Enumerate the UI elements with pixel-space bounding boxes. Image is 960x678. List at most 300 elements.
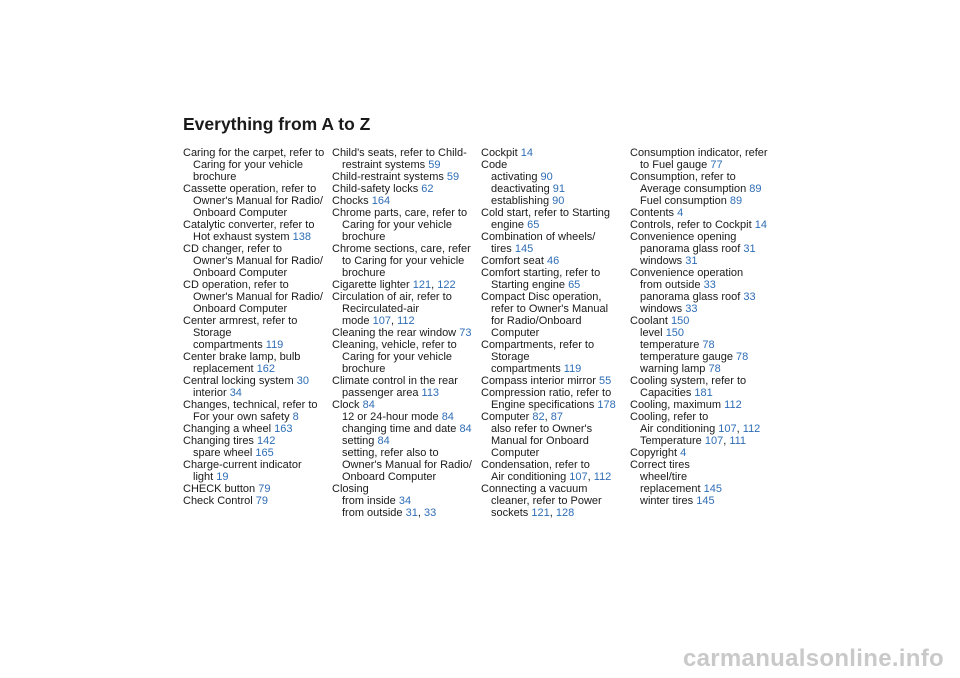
index-entry [183,279,331,291]
index-entry-text: Charge-current indicator [183,459,302,471]
index-column-3 [481,147,629,519]
index-entry [481,483,629,495]
index-entry [183,243,331,255]
index-entry-text: from outside [342,507,403,519]
page-ref-link[interactable]: 150 [670,315,690,327]
index-entry [481,291,629,303]
index-entry [183,291,331,303]
index-entry: Cigarette lighter 121, 122 [332,279,456,291]
index-entry-text: Changes, technical, refer to [183,399,318,411]
index-entry [332,183,480,195]
index-entry [630,387,778,399]
index-entry-text: to Caring for your vehicle [342,255,465,267]
index-entry-text: Owner's Manual for Radio/ [193,195,323,207]
index-entry-text: Convenience opening [630,231,737,243]
index-entry-text: from outside [640,279,701,291]
index-entry-text: windows [640,303,683,315]
index-entry [630,279,778,291]
index-entry-text: Computer [491,327,540,339]
index-entry-text: restraint systems [342,159,426,171]
page-ref-link[interactable]: 84 [362,399,375,411]
index-entry-text: Starting engine [491,279,565,291]
index-entry-text: Child's seats, refer to Child- [332,147,467,159]
page-ref-link[interactable]: 91 [552,183,566,195]
index-entry [481,423,629,435]
index-entry [183,219,331,231]
index-entry [332,399,480,411]
page-ref-link[interactable]: 142 [257,435,276,447]
page-ref-link[interactable]: 33 [685,303,698,315]
index-entry [332,255,480,267]
index-entry-text: Caring for your vehicle [193,159,304,171]
index-entry-text: temperature gauge [640,351,733,363]
index-entry-text: Compression ratio, refer to [481,387,612,399]
index-entry [332,423,480,435]
index-entry-text: Correct tires [630,459,690,471]
index-entry [332,219,480,231]
index-entry [183,255,331,267]
index-entry [481,339,629,351]
page-ref-link[interactable]: 31 [685,255,698,267]
page-ref-link[interactable]: 62 [421,183,434,195]
index-entry [630,411,778,423]
index-entry-text: Onboard Computer [342,471,437,483]
index-entry-text: level [640,327,663,339]
index-entry-text: Compartments, refer to [481,339,595,351]
index-entry-text: deactivating [491,183,550,195]
page-ref-link[interactable]: 112 [593,471,612,483]
page-ref-link[interactable]: 79 [255,495,269,507]
page-ref-link[interactable]: 78 [708,363,721,375]
index-entry [183,267,331,279]
page-ref-link[interactable]: 145 [703,483,722,495]
index-entry-text: Connecting a vacuum [481,483,588,495]
page-ref-link[interactable]: 163 [274,423,293,435]
page-ref-link[interactable]: 79 [258,483,271,495]
index-entry-text: For your own safety [193,411,290,423]
page-ref-link[interactable]: 65 [527,219,540,231]
page-ref-link[interactable]: 164 [371,195,391,207]
page-ref-link[interactable]: 165 [255,447,274,459]
page-ref-link[interactable]: 90 [540,171,553,183]
index-entry [481,447,629,459]
page-ref-link[interactable]: 73 [459,327,472,339]
index-entry [481,159,629,171]
index-entry-text: winter tires [640,495,694,507]
index-entry [183,399,331,411]
index-entry-text: cleaner, refer to Power [491,495,602,507]
index-entry: mode 107, 112 [342,315,415,327]
index-entry-text: CHECK button [183,483,256,495]
index-entry: Temperature 107, 111 [640,435,747,447]
index-entry-text: Onboard Computer [193,207,288,219]
index-entry-text: Manual for Onboard [491,435,589,447]
index-entry-text: Combination of wheels/ [481,231,596,243]
index-entry-text: Child-safety locks [332,183,419,195]
index-entry-text: Chrome sections, care, refer [332,243,471,255]
index-entry-text: Central locking system [183,375,294,387]
index-entry [481,195,629,207]
index-entry-text: engine [491,219,525,231]
index-entry-text: panorama glass roof [640,243,741,255]
index-entry [332,495,480,507]
index-entry-text: Controls, refer to Cockpit [630,219,752,231]
page-ref-link[interactable]: 65 [568,279,581,291]
index-entry-text: setting, refer also to [342,447,439,459]
index-entry-text: from inside [342,495,396,507]
index-entry-text: Compact Disc operation, [481,291,602,303]
page-ref-link[interactable]: 78 [702,339,715,351]
index-entry [630,171,778,183]
index-entry [481,219,629,231]
page-ref-link[interactable]: 31 [743,243,756,255]
page-ref-link[interactable]: 33 [703,279,716,291]
index-entry-text: Chocks [332,195,369,207]
index-entry [481,303,629,315]
index-entry-text: Cooling, refer to [630,411,709,423]
index-entry [481,387,629,399]
index-entry-text: Caring for your vehicle [342,219,453,231]
page-ref-link[interactable]: 145 [514,243,534,255]
index-entry-text: spare wheel [193,447,253,459]
page-ref-link[interactable]: 33 [423,507,437,519]
page-ref-link[interactable]: 33 [743,291,756,303]
index-entry-text: Recirculated-air [342,303,420,315]
page-title: Everything from A to Z [183,114,371,134]
page-ref-link[interactable]: 112 [724,399,742,411]
index-entry-text: establishing [491,195,550,207]
index-entry-text: Chrome parts, care, refer to [332,207,468,219]
index-entry-text: replacement [193,363,254,375]
index-entry-text: Code [481,159,508,171]
index-entry [630,195,778,207]
index-entry [630,447,778,459]
page-ref-link[interactable]: 121 [412,279,432,291]
index-entry [630,351,778,363]
page-ref-link[interactable]: 89 [729,195,743,207]
page-ref-link[interactable]: 46 [547,255,560,267]
index-column-4 [630,147,778,507]
index-entry-text: Cleaning, vehicle, refer to [332,339,457,351]
index-entry [183,351,331,363]
index-entry: Computer 82, 87 [481,411,563,423]
page-ref-link[interactable]: 4 [680,447,687,459]
index-entry [481,315,629,327]
index-entry [332,207,480,219]
index-entry [183,471,331,483]
index-entry-text: Owner's Manual for Radio/ [342,459,472,471]
index-entry [332,447,480,459]
index-entry-text: Convenience operation [630,267,744,279]
index-entry [183,387,331,399]
index-entry [630,399,778,411]
page-ref-link[interactable]: 34 [398,495,412,507]
index-column-1 [183,147,331,507]
index-entry [332,351,480,363]
page-ref-link[interactable]: 107 [704,435,724,447]
index-entry [183,159,331,171]
index-entry-text: Onboard Computer [193,303,288,315]
page-ref-link[interactable]: 30 [296,375,309,387]
index-entry [183,207,331,219]
page-ref-link[interactable]: 31 [405,507,418,519]
page-ref-link[interactable]: 84 [441,411,454,423]
index-entry [630,231,778,243]
index-entry [481,207,629,219]
index-entry [183,375,331,387]
page-ref-link[interactable]: 19 [216,471,229,483]
index-entry-text: sockets [491,507,529,519]
index-entry-text: brochure [342,363,386,375]
page-ref-link[interactable]: 87 [550,411,563,423]
index-entry: sockets 121, 128 [491,507,575,519]
index-entry [630,219,778,231]
index-entry-text: 12 or 24-hour mode [342,411,439,423]
index-entry-text: Caring for your vehicle [342,351,453,363]
index-entry [183,231,331,243]
index-entry [332,291,480,303]
index-entry-text: activating [491,171,538,183]
index-entry [183,447,331,459]
index-entry [481,495,629,507]
index-entry [630,255,778,267]
index-entry-text: Center armrest, refer to [183,315,298,327]
page-ref-link[interactable]: 59 [428,159,441,171]
page-ref-link[interactable]: 145 [696,495,715,507]
page-ref-link[interactable]: 162 [256,363,275,375]
page-ref-link[interactable]: 121 [531,507,550,519]
index-entry [630,291,778,303]
index-entry [481,351,629,363]
index-entry-text: for Radio/Onboard [491,315,582,327]
index-entry [332,267,480,279]
index-entry [332,195,480,207]
index-entry [183,363,331,375]
page-ref-link[interactable]: 119 [563,363,582,375]
index-entry-text: light [193,471,214,483]
index-entry-text: Engine specifications [491,399,595,411]
index-entry [481,231,629,243]
index-entry [481,243,629,255]
index-entry-text: Changing a wheel [183,423,272,435]
index-entry [183,315,331,327]
page-ref-link[interactable]: 150 [665,327,685,339]
index-entry [481,255,629,267]
page-ref-link[interactable]: 107 [569,471,588,483]
page-ref-link[interactable]: 77 [710,159,723,171]
index-entry [630,303,778,315]
index-entry-text: Computer [481,411,530,423]
index-entry-text: compartments [193,339,263,351]
page-ref-link[interactable]: 111 [729,435,747,447]
index-entry [481,435,629,447]
index-entry-text: Cleaning the rear window [332,327,457,339]
index-entry [630,459,778,471]
page-ref-link[interactable]: 128 [555,507,575,519]
index-entry-text: Cockpit [481,147,518,159]
index-entry [630,159,778,171]
index-entry-text: mode [342,315,370,327]
index-entry-text: brochure [193,171,237,183]
page-ref-link[interactable]: 113 [421,387,440,399]
page-ref-link[interactable]: 84 [377,435,390,447]
index-entry [332,471,480,483]
page-ref-link[interactable]: 119 [265,339,284,351]
index-entry-text: Cooling system, refer to [630,375,747,387]
page-ref-link[interactable]: 112 [742,423,761,435]
index-entry-text: Owner's Manual for Radio/ [193,255,323,267]
index-entry-text: brochure [342,231,386,243]
index-entry [183,423,331,435]
index-entry-text: Compass interior mirror [481,375,596,387]
index-entry-text: Owner's Manual for Radio/ [193,291,323,303]
index-entry [630,483,778,495]
index-entry [332,483,480,495]
index-entry-text: CD changer, refer to [183,243,283,255]
index-entry [183,435,331,447]
index-entry [630,375,778,387]
index-entry [332,363,480,375]
page-ref-link[interactable]: 55 [598,375,612,387]
index-entry [481,375,629,387]
index-entry [183,459,331,471]
index-entry [332,435,480,447]
index-entry-text: Contents [630,207,675,219]
index-entry [630,267,778,279]
watermark: carmanualsonline.info [682,645,944,672]
index-entry [183,339,331,351]
index-entry-text: to Fuel gauge [640,159,708,171]
index-entry-text: Storage [193,327,232,339]
index-entry-text: Catalytic converter, refer to [183,219,315,231]
index-entry-text: Temperature [640,435,702,447]
index-entry [332,339,480,351]
index-entry-text: Consumption indicator, refer [630,147,768,159]
index-entry [332,171,480,183]
index-entry [332,303,480,315]
index-entry-text: Average consumption [640,183,747,195]
index-entry [183,147,331,159]
index-entry [332,159,480,171]
index-entry [183,495,331,507]
index-entry-text: Cooling, maximum [630,399,722,411]
page-ref-link[interactable]: 82 [532,411,545,423]
page-ref-link[interactable]: 89 [749,183,762,195]
page-ref-link[interactable]: 107 [718,423,737,435]
index-entry-text: Storage [491,351,530,363]
index-entry [481,267,629,279]
index-entry [481,399,629,411]
page-ref-link[interactable]: 122 [437,279,456,291]
index-entry [183,171,331,183]
page-ref-link[interactable]: 78 [736,351,749,363]
index-entry [630,207,778,219]
index-entry-text: Comfort starting, refer to [481,267,601,279]
index-column-2 [332,147,480,519]
index-entry-text: Capacities [640,387,692,399]
index-entry-text: Air conditioning [491,471,567,483]
index-entry-text: brochure [342,267,386,279]
page-ref-link[interactable]: 84 [459,423,472,435]
index-entry-text: interior [193,387,227,399]
index-entry-text: refer to Owner's Manual [491,303,609,315]
index-entry [481,279,629,291]
index-entry [630,495,778,507]
page-ref-link[interactable]: 14 [520,147,533,159]
index-entry-text: setting [342,435,375,447]
index-entry-text: Cigarette lighter [332,279,410,291]
page-ref-link[interactable]: 14 [754,219,767,231]
index-entry-text: panorama glass roof [640,291,741,303]
index-entry [630,183,778,195]
index-entry [332,147,480,159]
index-entry: from outside 31, 33 [342,507,437,519]
page-ref-link[interactable]: 90 [552,195,565,207]
page-ref-link[interactable]: 107 [372,315,391,327]
page-ref-link[interactable]: 4 [677,207,684,219]
page-ref-link[interactable]: 178 [597,399,616,411]
index-entry [183,483,331,495]
index-entry-text: windows [640,255,683,267]
index-entry: Air conditioning 107, 112 [640,423,761,435]
page-ref-link[interactable]: 8 [292,411,299,423]
index-entry [630,147,778,159]
index-entry-text: Consumption, refer to [630,171,736,183]
index-entry-text: Closing [332,483,369,495]
index-entry [183,195,331,207]
index-entry-text: Center brake lamp, bulb [183,351,301,363]
index-entry-text: warning lamp [640,363,706,375]
index-entry [332,243,480,255]
index-entry [630,339,778,351]
index-entry-text: Cassette operation, refer to [183,183,317,195]
index-entry [630,471,778,483]
index-entry [481,183,629,195]
index-entry-text: Copyright [630,447,678,459]
index-entry [481,171,629,183]
index-entry-text: Comfort seat [481,255,544,267]
index-entry [183,327,331,339]
index-entry-text: Onboard Computer [193,267,288,279]
page-ref-link[interactable]: 112 [397,315,415,327]
index-entry-text: Climate control in the rear [332,375,458,387]
index-entry [332,375,480,387]
index-entry: Air conditioning 107, 112 [491,471,612,483]
index-entry-text: Air conditioning [640,423,716,435]
index-entry-text: compartments [491,363,561,375]
index-entry [183,411,331,423]
index-entry-text: Cold start, refer to Starting [481,207,610,219]
index-entry-text: Hot exhaust system [193,231,290,243]
index-entry [183,303,331,315]
index-entry [630,363,778,375]
index-entry-text: Check Control [183,495,253,507]
page-ref-link[interactable]: 59 [446,171,460,183]
index-entry-text: Caring for the carpet, refer to [183,147,325,159]
page-ref-link[interactable]: 34 [229,387,242,399]
index-entry [630,315,778,327]
page-ref-link[interactable]: 181 [694,387,713,399]
index-entry [332,231,480,243]
index-entry [183,183,331,195]
index-entry-text: replacement [640,483,701,495]
page-ref-link[interactable]: 138 [292,231,312,243]
index-entry [332,459,480,471]
index-entry-text: wheel/tire [640,471,688,483]
index-entry-text: Computer [491,447,540,459]
index-entry-text: tires [491,243,512,255]
index-entry-text: temperature [640,339,700,351]
